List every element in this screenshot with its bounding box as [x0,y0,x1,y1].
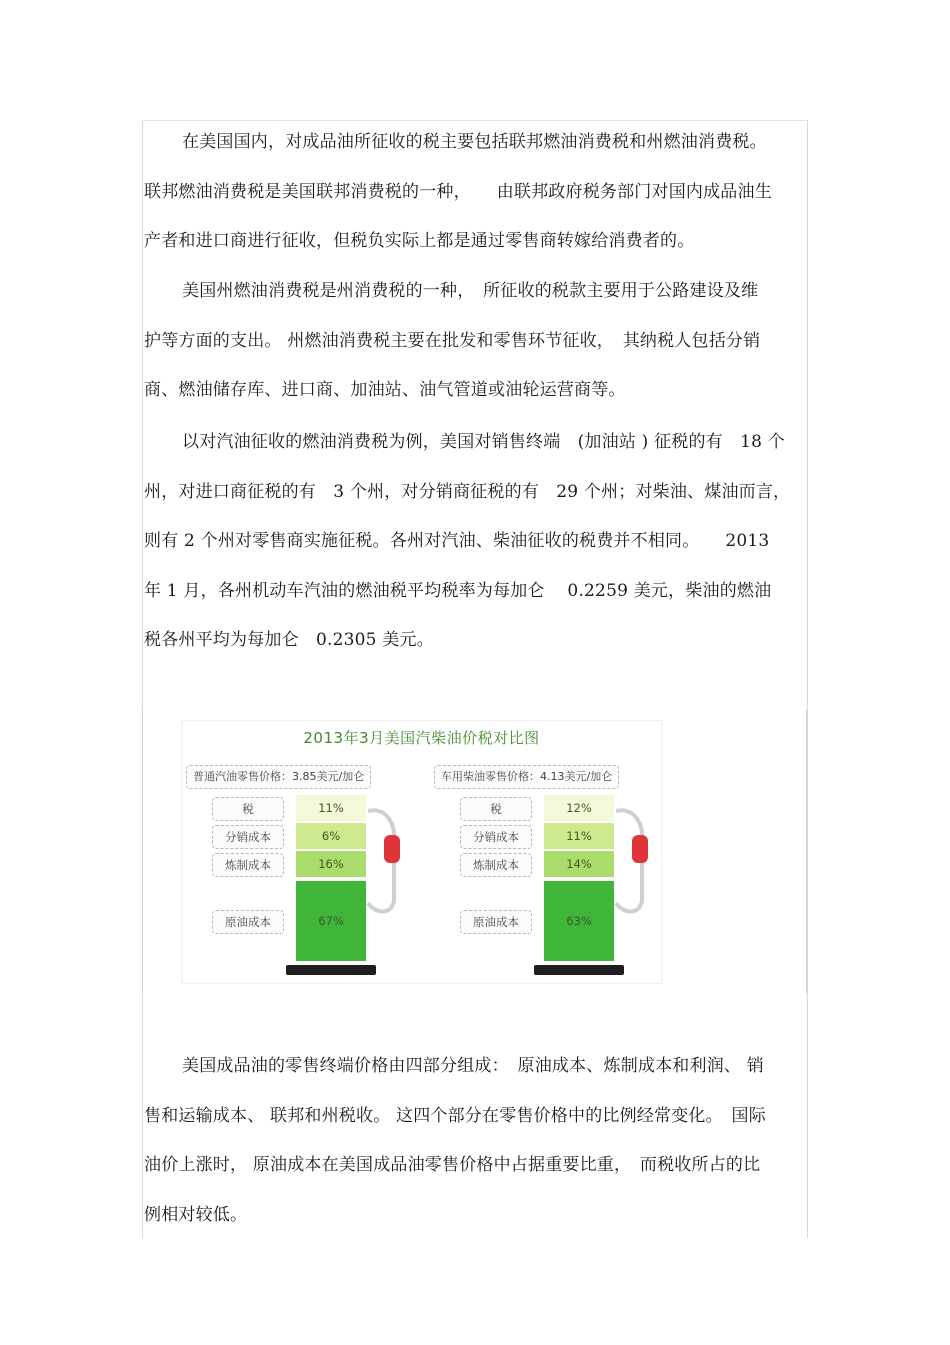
diesel-component-segment: 63% [544,881,614,961]
figure-left-rule [142,710,143,993]
gasoline-nozzle-icon [384,835,400,863]
diesel-component-segment: 14% [544,851,614,877]
gasoline-component-label: 分销成本 [212,825,284,849]
gasoline-component-segment: 6% [296,823,366,849]
diesel-component-segment: 12% [544,795,614,821]
paragraph-line: 联邦燃油消费税是美国联邦消费税的一种， 由联邦政府税务部门对国内成品油生 [144,181,772,202]
paragraph-line: 油价上涨时， 原油成本在美国成品油零售价格中占据重要比重， 而税收所占的比 [144,1155,761,1175]
diesel-price-label: 车用柴油零售价格：4.13美元/加仑 [434,765,619,789]
paragraph-line: 在美国国内，对成品油所征收的税主要包括联邦燃油消费税和州燃油消费税。 [182,132,767,152]
paragraph-line: 以对汽油征收的燃油消费税为例，美国对销售终端 (加油站 ) 征税的有 18 个 [182,432,785,452]
paragraph-line: 美国州燃油消费税是州消费税的一种， 所征收的税款主要用于公路建设及维 [182,281,759,301]
gasoline-component-segment: 11% [296,795,366,821]
paragraph-line: 年 1 月，各州机动车汽油的燃油税平均税率为每加仑 0.2259 美元，柴油的燃油 [144,580,772,601]
price-tax-figure [181,720,662,984]
diesel-component-label: 分销成本 [460,825,532,849]
diesel-pump-base [534,965,624,975]
diesel-component-label: 原油成本 [460,910,532,934]
paragraph-line: 例相对较低。 [144,1204,248,1225]
diesel-component-segment: 11% [544,823,614,849]
gasoline-component-label: 税 [212,797,284,821]
diesel-hose-icon [614,803,664,923]
diesel-nozzle-icon [632,835,648,863]
figure-title: 2013年3月美国汽柴油价税对比图 [303,729,540,747]
diesel-component-label: 炼制成本 [460,853,532,877]
paragraph-line: 美国成品油的零售终端价格由四部分组成： 原油成本、炼制成本和利润、 销 [182,1056,764,1076]
figure-right-rule [806,710,807,993]
paragraph-1 [144,118,806,267]
paragraph-3 [144,418,806,666]
paragraph-line: 则有 2 个州对零售商实施征税。各州对汽油、柴油征收的税费并不相同。 2013 [144,531,770,551]
gasoline-hose-icon [366,803,416,923]
paragraph-line: 护等方面的支出。 州燃油消费税主要在批发和零售环节征收， 其纳税人包括分销 [144,330,761,351]
paragraph-line: 产者和进口商进行征收，但税负实际上都是通过零售商转嫁给消费者的。 [144,231,695,251]
paragraph-line: 州，对进口商征税的有 3 个州，对分销商征税的有 29 个州；对柴油、煤油而言， [144,481,791,502]
paragraph-line: 售和运输成本、 联邦和州税收。 这四个部分在零售价格中的比例经常变化。 国际 [144,1105,766,1126]
gasoline-pump-base [286,965,376,975]
gasoline-component-segment: 16% [296,851,366,877]
paragraph-4 [144,1042,806,1240]
paragraph-2 [144,267,806,416]
gasoline-component-segment: 67% [296,881,366,961]
gasoline-price-label: 普通汽油零售价格：3.85美元/加仑 [186,765,371,789]
gasoline-component-label: 炼制成本 [212,853,284,877]
gasoline-component-label: 原油成本 [212,910,284,934]
paragraph-line: 税各州平均为每加仑 0.2305 美元。 [144,630,434,650]
diesel-component-label: 税 [460,797,532,821]
paragraph-line: 商、燃油储存库、进口商、加油站、油气管道或油轮运营商等。 [144,380,626,400]
